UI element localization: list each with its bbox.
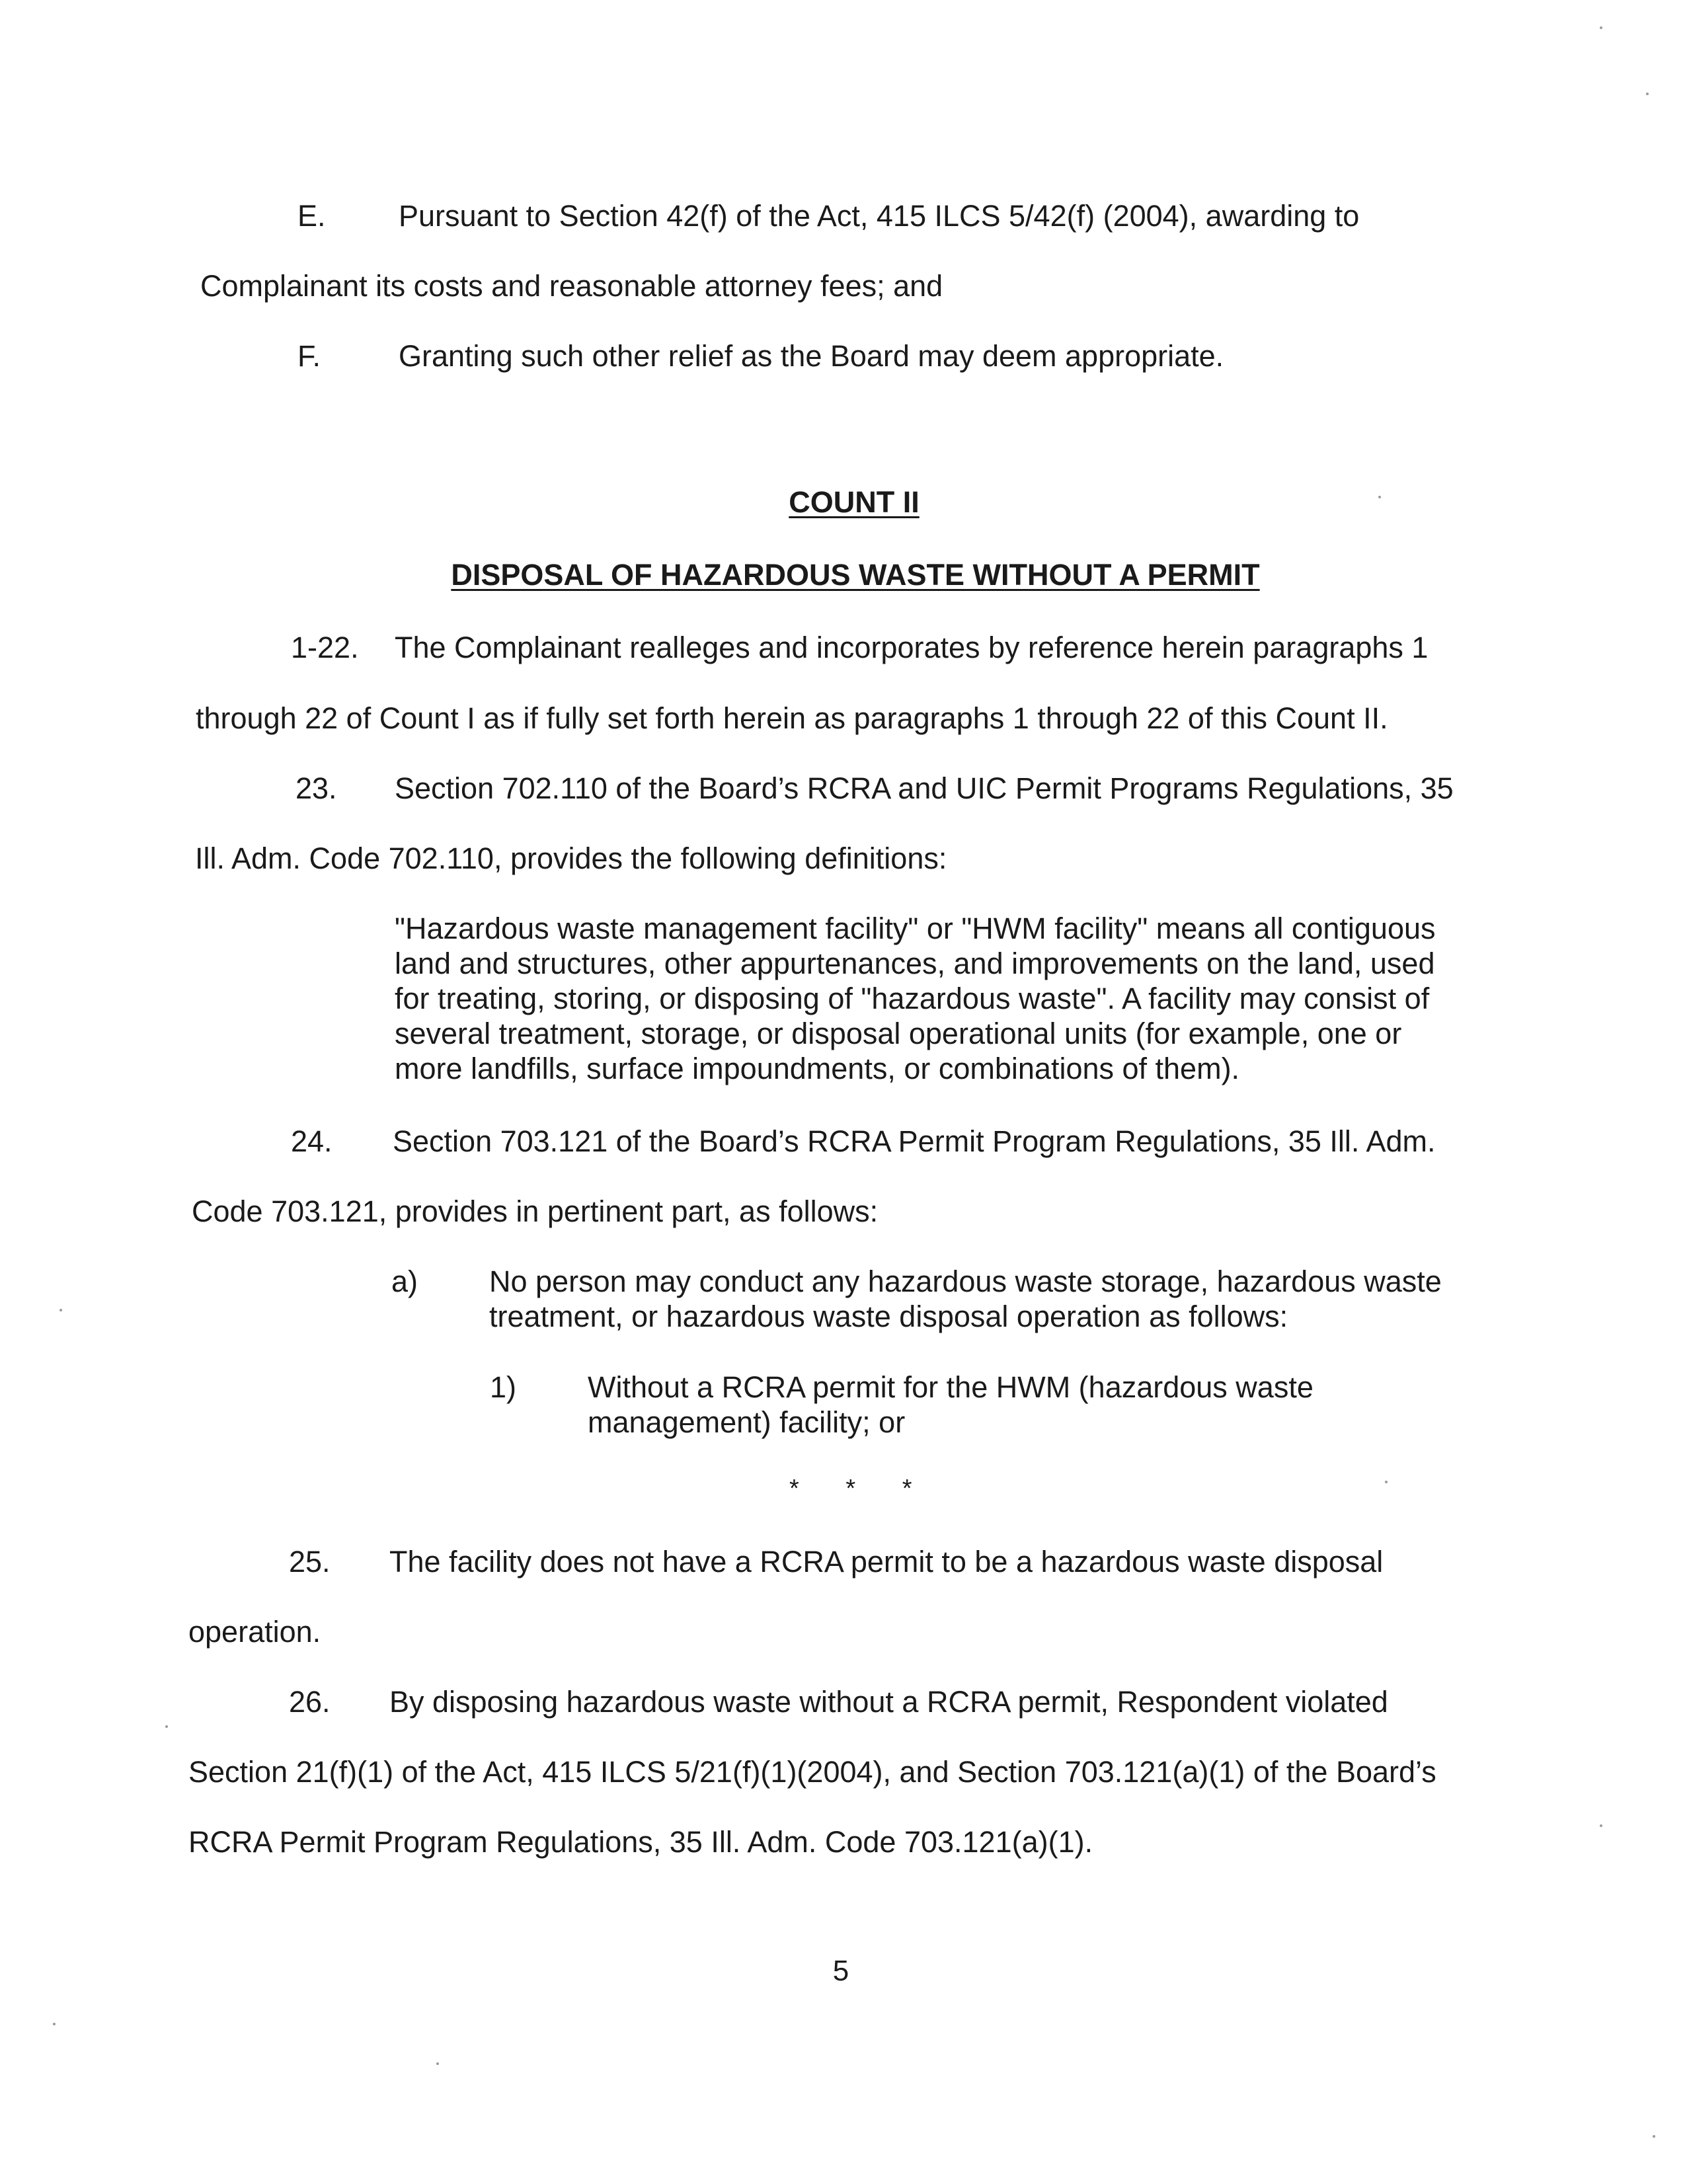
para-1-22-line1: The Complainant realleges and incorporates by reference herein paragraphs 1 bbox=[395, 631, 1429, 664]
para-24-line1: Section 703.121 of the Board’s RCRA Permit Program Regulations, 35 Ill. Adm. bbox=[393, 1124, 1436, 1158]
scan-speck bbox=[1600, 26, 1602, 29]
relief-e-text-line2: Complainant its costs and reasonable attorney fees; and bbox=[200, 269, 943, 303]
subsection-a-label: a) bbox=[391, 1265, 418, 1298]
para-23-number: 23. bbox=[295, 771, 337, 805]
scan-speck bbox=[59, 1309, 62, 1311]
subsection-1-label: 1) bbox=[490, 1370, 517, 1404]
scan-speck bbox=[1653, 2135, 1655, 2138]
subsection-a-line: No person may conduct any hazardous waste storage, hazardous waste bbox=[489, 1265, 1442, 1298]
para-25-number: 25. bbox=[289, 1545, 331, 1579]
scan-speck bbox=[1378, 496, 1381, 498]
para-1-22-line2: through 22 of Count I as if fully set forth herein as paragraphs 1 through 22 of this Count II. bbox=[196, 701, 1388, 735]
subsection-1-line: management) facility; or bbox=[588, 1405, 906, 1439]
relief-f-text-line1: Granting such other relief as the Board may deem appropriate. bbox=[399, 339, 1224, 373]
count-subtitle: DISPOSAL OF HAZARDOUS WASTE WITHOUT A PERMIT bbox=[451, 558, 1260, 592]
quote-line: land and structures, other appurtenances, and improvements on the land, used bbox=[395, 947, 1435, 980]
relief-e-label: E. bbox=[297, 199, 326, 233]
count-title: COUNT II bbox=[789, 485, 920, 519]
quote-line: several treatment, storage, or disposal operational units (for example, one or bbox=[395, 1017, 1402, 1050]
para-24-line2: Code 703.121, provides in pertinent part, as follows: bbox=[192, 1194, 879, 1228]
para-26-line1: By disposing hazardous waste without a RCRA permit, Respondent violated bbox=[389, 1685, 1388, 1719]
para-26-line3: RCRA Permit Program Regulations, 35 Ill. Adm. Code 703.121(a)(1). bbox=[188, 1825, 1093, 1859]
subsection-1-line: Without a RCRA permit for the HWM (hazardous waste bbox=[588, 1370, 1314, 1404]
scan-speck bbox=[1646, 93, 1649, 95]
page-number: 5 bbox=[832, 1955, 849, 1987]
relief-e-text-line1: Pursuant to Section 42(f) of the Act, 415 ILCS 5/42(f) (2004), awarding to bbox=[399, 199, 1360, 233]
para-23-line2: Ill. Adm. Code 702.110, provides the following definitions: bbox=[195, 841, 947, 875]
scan-speck bbox=[53, 2023, 56, 2025]
quote-line: more landfills, surface impoundments, or combinations of them). bbox=[395, 1052, 1240, 1085]
scan-speck bbox=[1385, 1481, 1388, 1483]
para-26-line2: Section 21(f)(1) of the Act, 415 ILCS 5/21(f)(1)(2004), and Section 703.121(a)(1) of the Board’s bbox=[188, 1755, 1436, 1789]
para-25-line1: The facility does not have a RCRA permit to be a hazardous waste disposal bbox=[389, 1545, 1384, 1579]
subsection-1-text bbox=[588, 1370, 1314, 1440]
para-26-number: 26. bbox=[289, 1685, 331, 1719]
quote-line: for treating, storing, or disposing of "hazardous waste". A facility may consist of bbox=[395, 982, 1430, 1015]
omission-asterisks: * * * bbox=[789, 1475, 932, 1502]
scan-speck bbox=[1600, 1824, 1602, 1827]
para-1-22-number: 1-22. bbox=[291, 631, 359, 664]
subsection-a-text bbox=[489, 1264, 1442, 1334]
scan-speck bbox=[436, 2062, 439, 2065]
relief-f-label: F. bbox=[297, 339, 321, 373]
para-23-definition-quote bbox=[395, 911, 1436, 1086]
para-25-line2: operation. bbox=[188, 1615, 321, 1649]
scan-speck bbox=[165, 1725, 168, 1728]
para-23-line1: Section 702.110 of the Board’s RCRA and UIC Permit Programs Regulations, 35 bbox=[395, 771, 1454, 805]
subsection-a-line: treatment, or hazardous waste disposal operation as follows: bbox=[489, 1300, 1288, 1333]
quote-line: "Hazardous waste management facility" or "HWM facility" means all contiguous bbox=[395, 912, 1436, 945]
para-24-number: 24. bbox=[291, 1124, 333, 1158]
